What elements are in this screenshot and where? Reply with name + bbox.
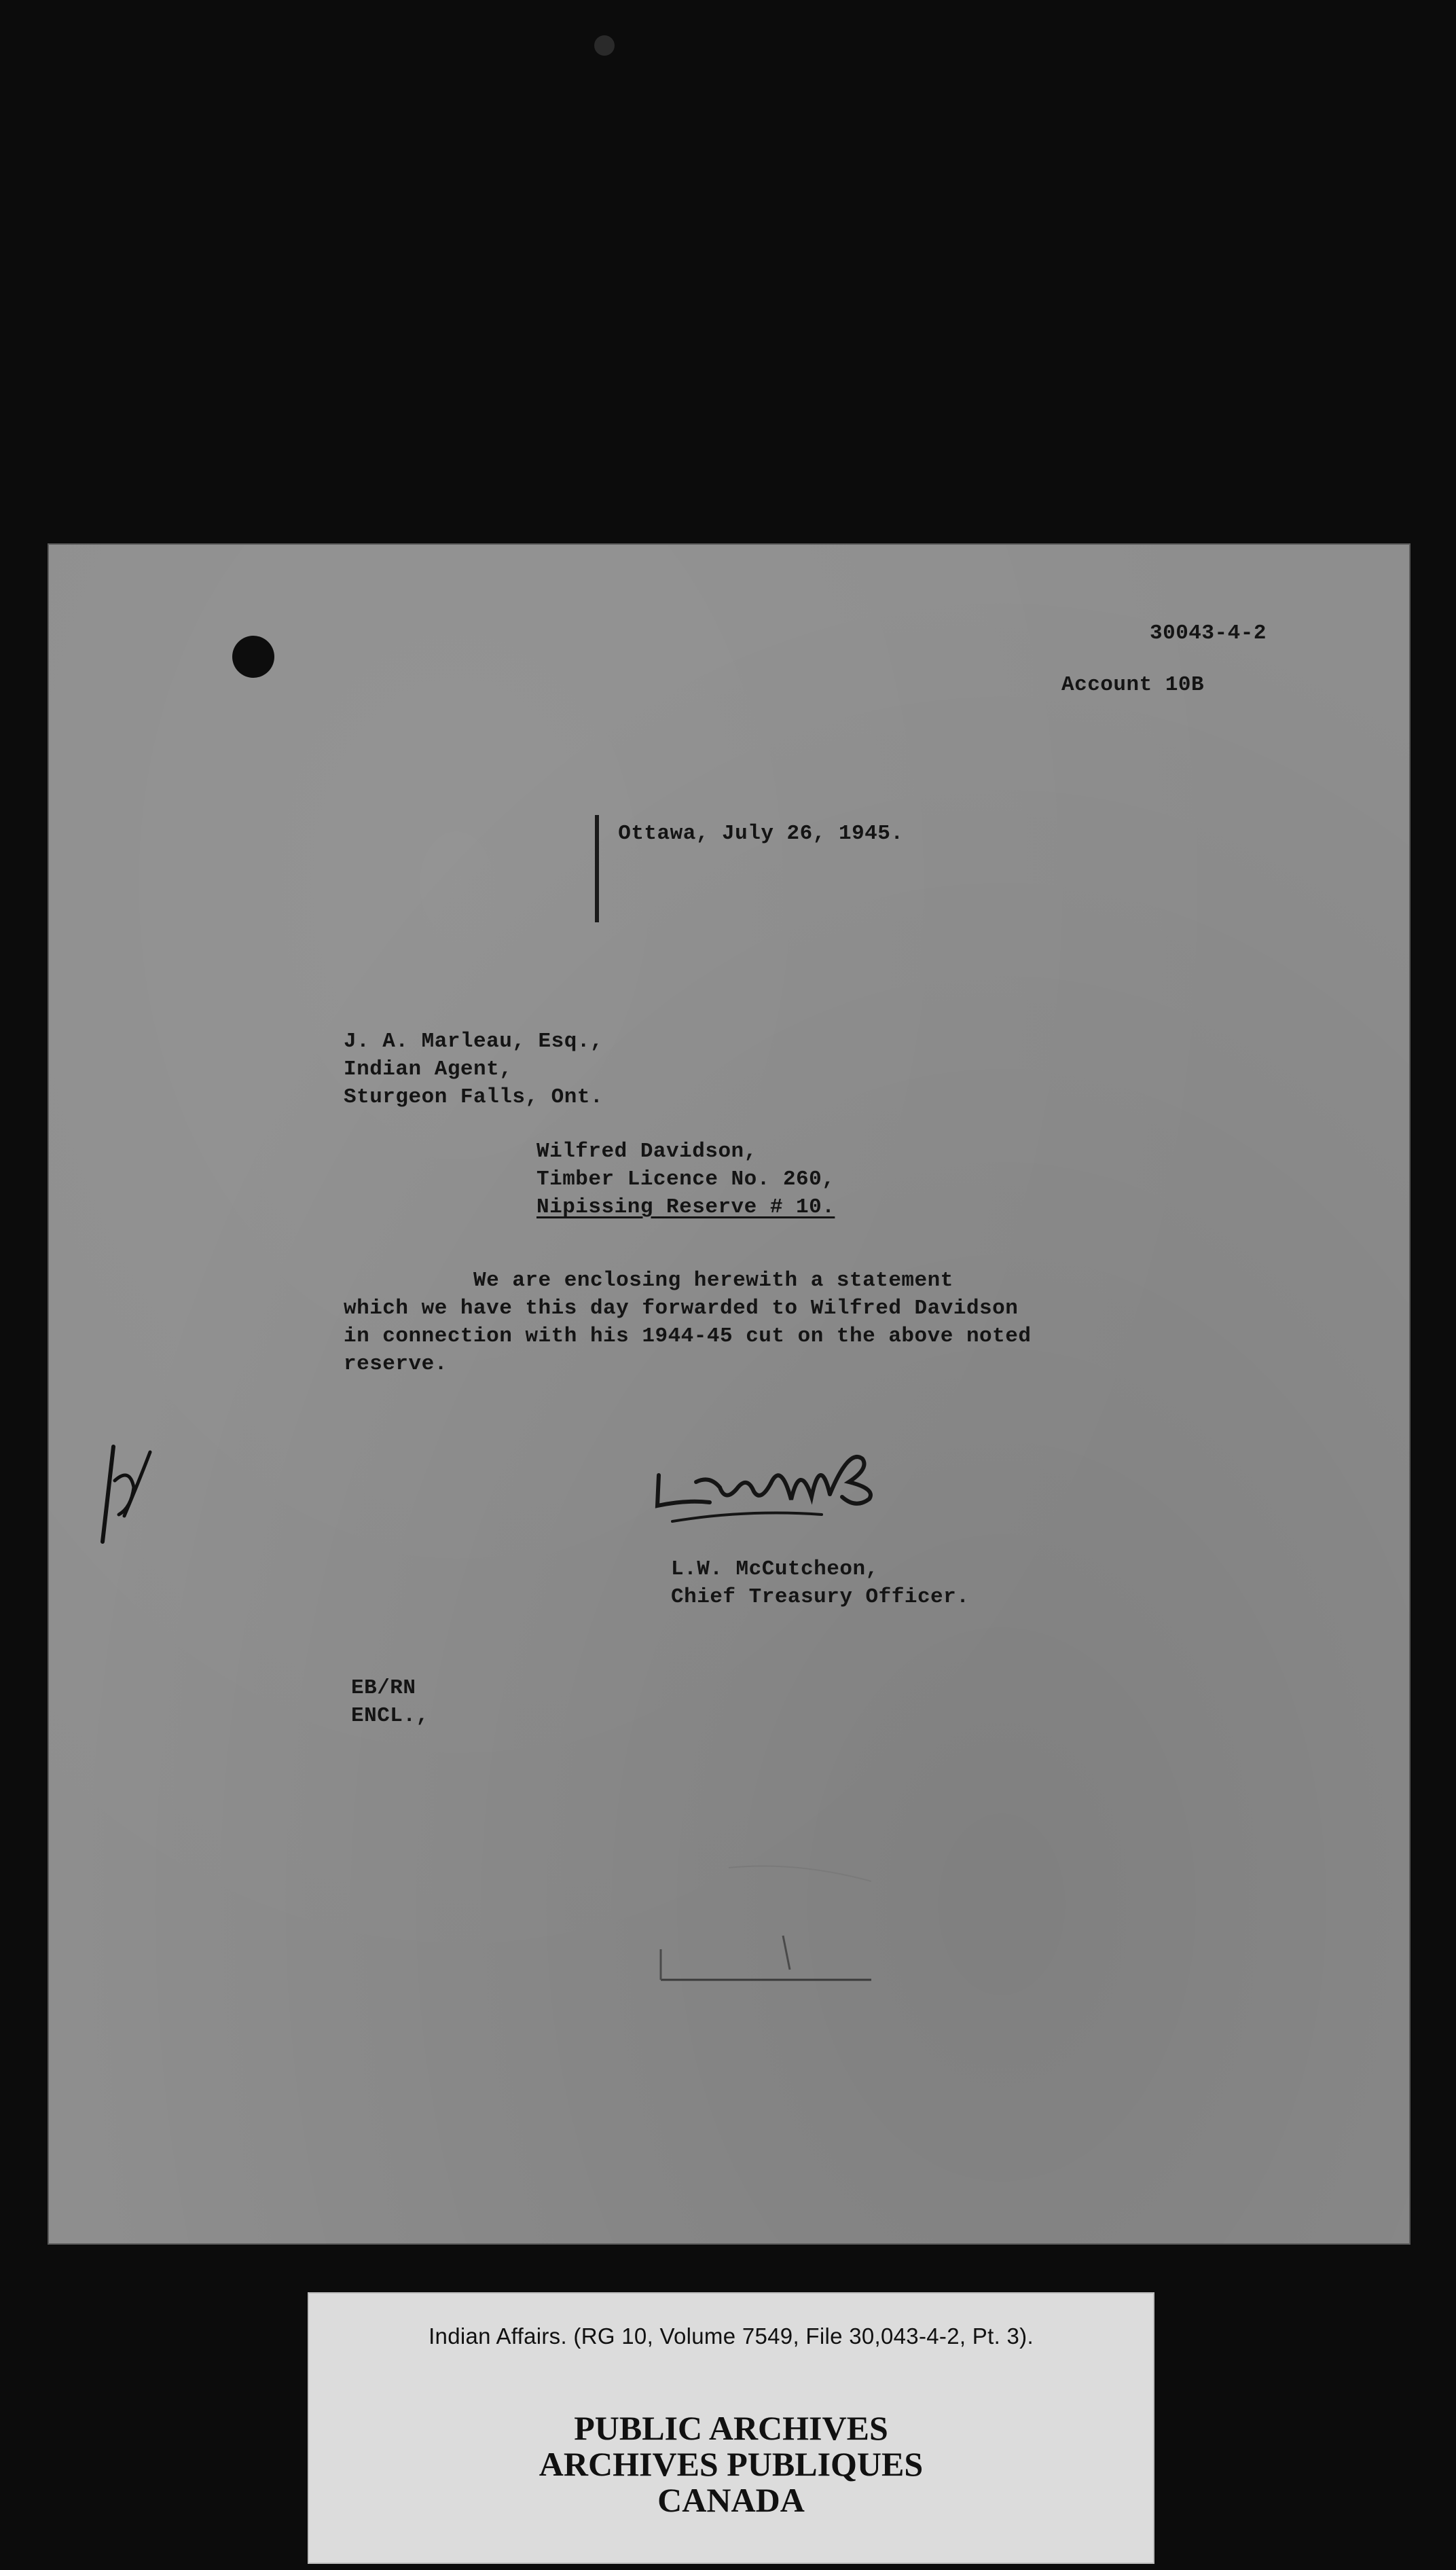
margin-annotation-mark (98, 1440, 160, 1549)
letter-page (48, 543, 1410, 2245)
subject-line: Wilfred Davidson, (536, 1140, 757, 1163)
enclosure-note: ENCL., (351, 1704, 429, 1728)
signer-title: Chief Treasury Officer. (671, 1585, 970, 1609)
archive-label (308, 2292, 1154, 2564)
body-line: which we have this day forwarded to Wilfred Davidson (344, 1297, 1019, 1320)
signer-block (671, 1555, 969, 1611)
handwritten-signature (645, 1434, 930, 1550)
account-number: Account 10B (1061, 673, 1205, 697)
faint-stamp-mark (647, 1841, 926, 1983)
body-line: We are enclosing herewith a statement (344, 1269, 953, 1292)
subject-line: Timber Licence No. 260, (536, 1168, 835, 1191)
addressee-line: Indian Agent, (344, 1057, 513, 1081)
addressee-line: Sturgeon Falls, Ont. (344, 1085, 604, 1109)
letter-body (344, 1267, 1031, 1378)
archive-title-line: CANADA (657, 2481, 805, 2519)
archive-title-line: PUBLIC ARCHIVES (574, 2409, 888, 2447)
addressee-line: J. A. Marleau, Esq., (344, 1030, 604, 1053)
addressee-block (344, 1028, 603, 1111)
film-frame-mark (594, 35, 615, 56)
letter-date-text: Ottawa, July 26, 1945. (618, 822, 904, 846)
body-line: reserve. (344, 1352, 448, 1376)
reference-block (351, 1674, 429, 1730)
signer-name: L.W. McCutcheon, (671, 1557, 879, 1581)
subject-line: Nipissing Reserve # 10. (536, 1195, 835, 1219)
file-number: 30043-4-2 (1150, 621, 1267, 645)
archive-reference: Indian Affairs. (RG 10, Volume 7549, File 30,043-4-2, Pt. 3). (429, 2323, 1034, 2349)
archive-title-line: ARCHIVES PUBLIQUES (539, 2445, 924, 2483)
body-line: in connection with his 1944-45 cut on the above noted (344, 1324, 1032, 1348)
subject-block (536, 1138, 835, 1221)
letter-date (592, 820, 904, 848)
reference-initials: EB/RN (351, 1676, 416, 1700)
punch-hole (232, 636, 274, 678)
